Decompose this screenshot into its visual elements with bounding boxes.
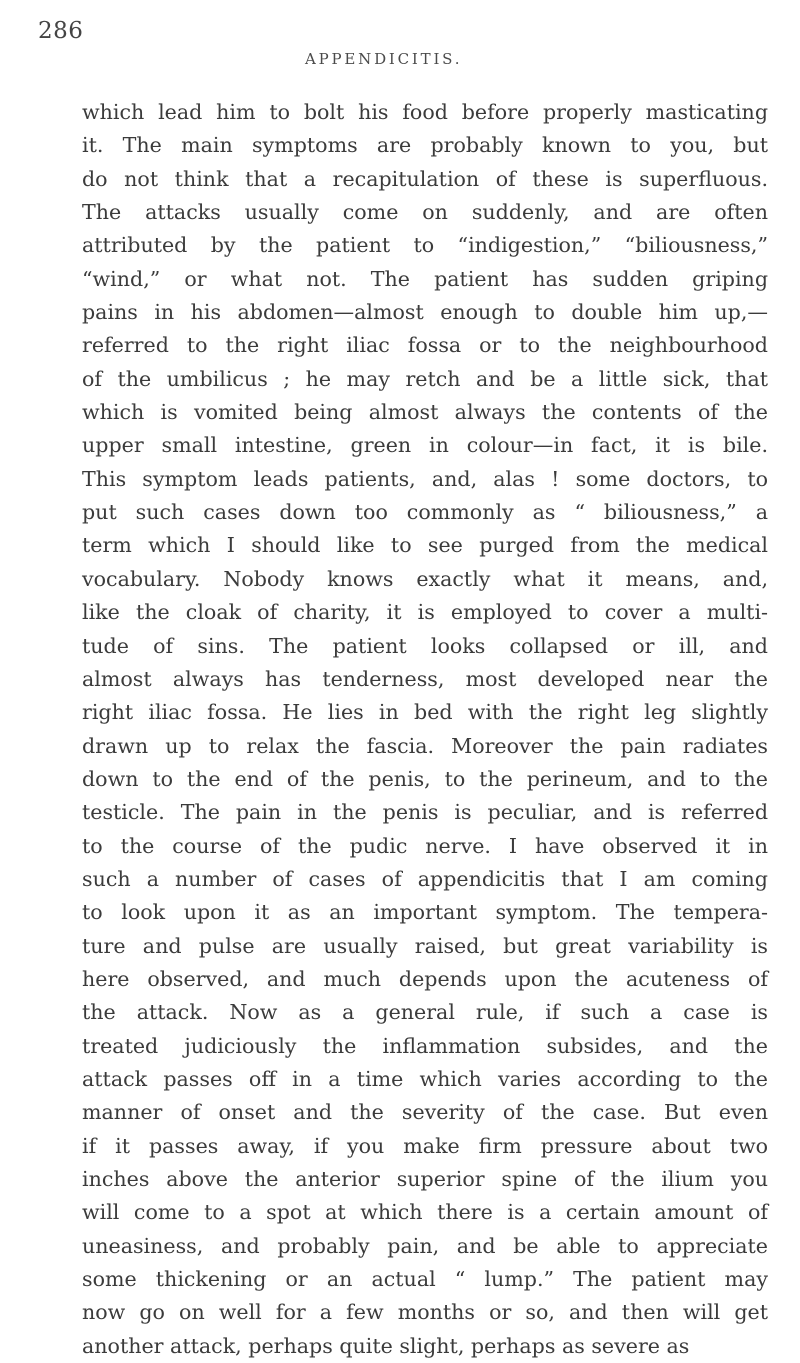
text-line: ture and pulse are usually raised, but great variability is [82,933,768,958]
text-line: “wind,” or what not. The patient has sudden griping [82,266,768,291]
text-line: which is vomited being almost always the contents of the [82,400,768,425]
text-line: testicle. The pain in the penis is peculiar, and is referred [82,800,768,825]
text-line: attributed by the patient to “indigestion,” “biliousness,” [82,233,768,258]
text-line: do not think that a recapitulation of these is superfluous. [82,166,768,191]
text-line: pains in his abdomen—almost enough to double him up,— [82,300,768,325]
text-line: treated judiciously the inflammation subsides, and the [82,1033,768,1058]
text-line: the attack. Now as a general rule, if such a case is [82,1000,768,1025]
text-line: now go on well for a few months or so, and then will get [82,1300,768,1325]
text-line: The attacks usually come on suddenly, and are often [82,200,768,225]
text-line: referred to the right iliac fossa or to the neighbourhood [82,333,768,358]
text-line: manner of onset and the severity of the case. But even [82,1100,768,1125]
text-line: upper small intestine, green in colour—in fact, it is bile. [82,433,768,458]
text-line: which lead him to bolt his food before properly masticating [82,100,768,124]
text-line: some thickening or an actual “ lump.” The patient may [82,1267,768,1292]
text-line: uneasiness, and probably pain, and be able to appreciate [82,1233,768,1258]
text-line: tude of sins. The patient looks collapsed or ill, and [82,633,768,658]
text-line: it. The main symptoms are probably known to you, but [82,133,768,158]
text-line: of the umbilicus ; he may retch and be a little sick, that [82,366,768,391]
text-line: down to the end of the penis, to the perineum, and to the [82,766,768,791]
text-line: another attack, perhaps quite slight, perhaps as severe as [82,1333,690,1358]
page-number: 286 [38,18,84,44]
text-line: almost always has tenderness, most developed near the [82,666,768,691]
running-head: APPENDICITIS. [305,50,463,68]
text-line: like the cloak of charity, it is employed to cover a multi- [82,600,768,625]
text-line: if it passes away, if you make firm pressure about two [82,1133,768,1158]
text-line: to look upon it as an important symptom. The tempera- [82,900,768,925]
text-line: attack passes off in a time which varies according to the [82,1066,768,1091]
text-line: to the course of the pudic nerve. I have observed it in [82,833,768,858]
text-line: put such cases down too commonly as “ biliousness,” a [82,500,768,525]
text-line: drawn up to relax the fascia. Moreover the pain radiates [82,733,768,758]
text-line: inches above the anterior superior spine of the ilium you [82,1167,768,1191]
text-line: right iliac fossa. He lies in bed with the right leg slightly [82,700,768,725]
body-text [82,96,768,1363]
text-line: vocabulary. Nobody knows exactly what it means, and, [82,566,768,591]
text-line: This symptom leads patients, and, alas ! some doctors, to [82,466,768,491]
text-line: such a number of cases of appendicitis that I am coming [82,866,768,891]
text-line: here observed, and much depends upon the acuteness of [82,966,768,991]
text-line: term which I should like to see purged from the medical [82,533,768,558]
text-line: will come to a spot at which there is a certain amount of [82,1200,768,1225]
